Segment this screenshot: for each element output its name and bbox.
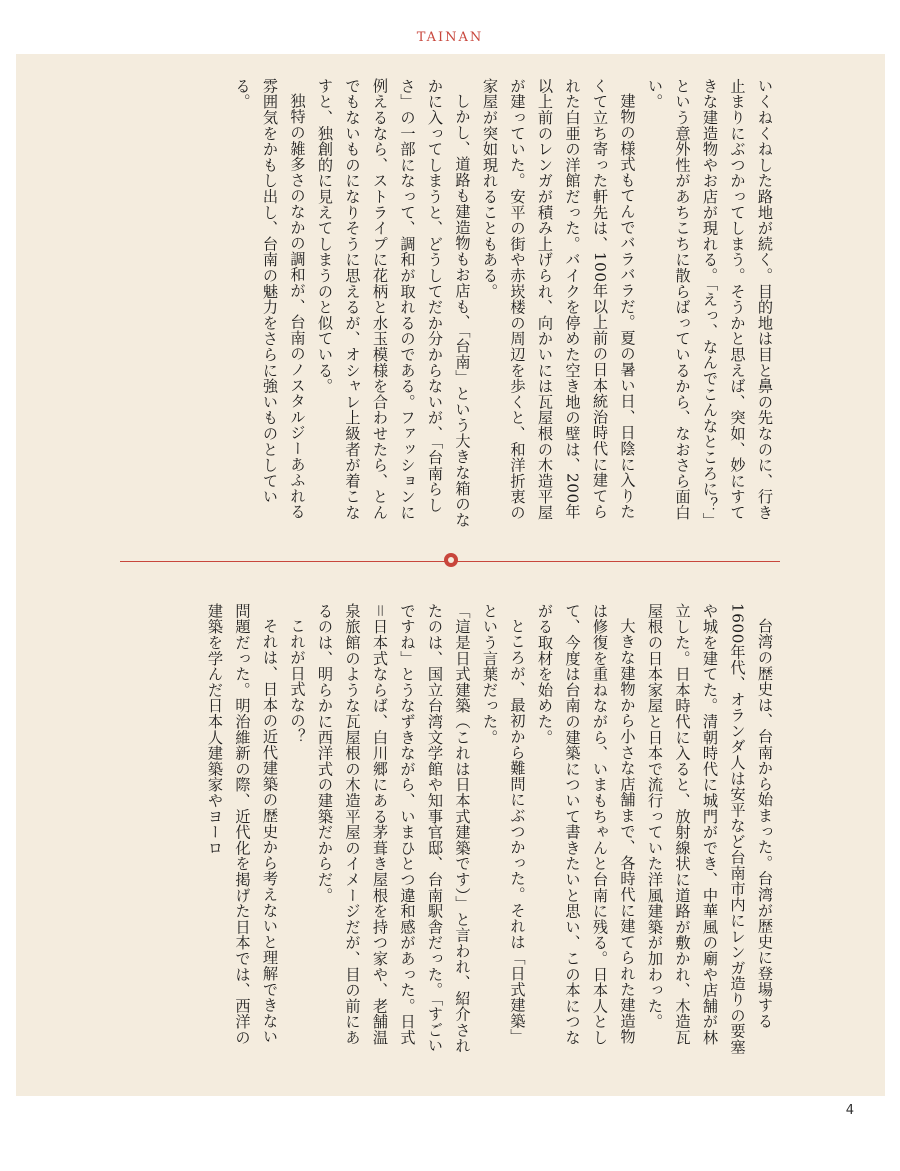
page-number: 4	[845, 1103, 854, 1118]
flower-ornament-icon	[444, 553, 458, 567]
section-title: TAINAN	[416, 30, 484, 45]
paragraph: いくねくねした路地が続く。目的地は目と鼻の先なのに、行き止まりにぶつかってしまう。そうかと思えば、突如、妙にすてきな建造物やお店が現れる。「えっ、なんでこんなところに？」という意外性があちこちに散らばっているから、なおさら面白い。	[646, 78, 774, 529]
paragraph: 建物の様式もてんでバラバラだ。夏の暑い日、日陰に入りたくて立ち寄った軒先は、100年以上前の日本統治時代に建てられた白亜の洋館だった。バイクを停めた空き地の壁は、200年以上前のレンガが積み上げられ、向かいには瓦屋根の木造平屋が建っていた。安平の街や赤崁楼の周辺を歩くと、和洋折衷の家屋が突如現れることもある。	[481, 78, 637, 521]
paragraph: 「這是日式建築（これは日本式建築です）」と言われ、紹介されたのは、国立台湾文学館や知事官邸、台南駅舎だった。「すごいですね」とうなずきながら、いまひとつ違和感があった。日式＝日本式ならば、白川郷にある茅葺き屋根を持つ家や、老舗温泉旅館のような瓦屋根の木造平屋のイメージだが、目の前にあるのは、明らかに西洋式の建築だからだ。	[316, 603, 472, 1054]
paragraph: ところが、最初から難問にぶつかった。それは「日式建築」という言葉だった。	[481, 603, 527, 1045]
paragraph: 大きな建物から小さな店舗まで、各時代に建てられた建造物は修復を重ねながら、いまもちゃんと台南に残る。日本人として、今度は台南の建築について書きたいと思い、この本につながる取材を始めた。	[536, 603, 637, 1046]
paragraph: しかし、道路も建造物もお店も、「台南」という大きな箱のなかに入ってしまうと、どうしてだか分からないが、「台南らしさ」の一部になって、調和が取れるのである。ファッションに例えるなら、ストライプに花柄と水玉模様を合わせたら、とんでもないものになりそうに思えるが、オシャレ上級者が着こなすと、独創的に見えてしまうのと似ている。	[316, 78, 472, 528]
paragraph: これが日式なの？	[288, 618, 307, 745]
paragraph: 台湾の歴史は、台南から始まった。台湾が歴史に登場する1600年代、オランダ人は安平など台南市内にレンガ造りの要塞や城を建てた。清朝時代に城門ができ、中華風の廟や店舗が林立した。日本時代に入ると、放射線状に道路が敷かれ、木造瓦屋根の日本家屋と日本で流行っていた洋風建築が加わった。	[646, 603, 774, 1055]
paragraph: それは、日本の近代建築の歴史から考えないと理解できない問題だった。明治維新の際、近代化を掲げた日本では、西洋の建築を学んだ日本人建築家やヨーロ	[206, 603, 279, 1046]
bottom-text-block	[201, 603, 779, 1058]
top-text-block	[228, 78, 778, 533]
paragraph: 独特の雑多さのなかの調和が、台南のノスタルジーあふれる雰囲気をかもし出し、台南の魅力をさらに強いものとしている。	[233, 78, 307, 520]
